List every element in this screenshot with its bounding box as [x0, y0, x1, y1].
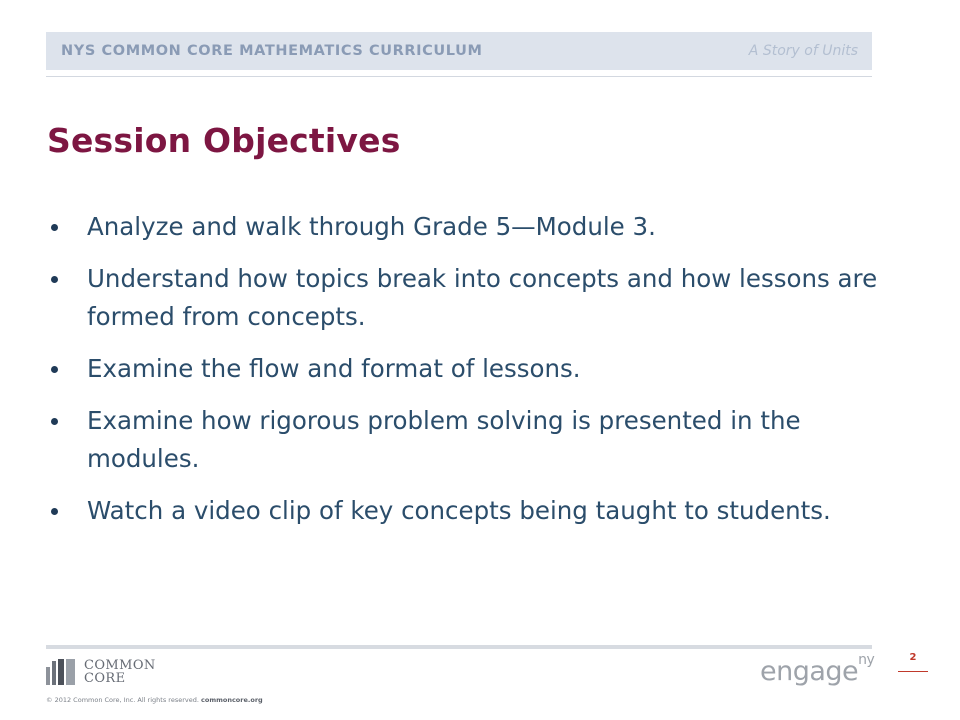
common-core-wordmark: [84, 659, 156, 685]
objective-text: Examine how rigorous problem solving is presented in the modules.: [87, 406, 801, 473]
objective-item: [47, 260, 917, 336]
bullet-icon: [51, 224, 58, 231]
common-core-logo: [46, 659, 156, 685]
bullet-icon: [51, 366, 58, 373]
logo-line-1: COMMON: [84, 658, 156, 673]
engage-ny-superscript: ny: [858, 652, 875, 668]
header-bar: [46, 32, 872, 70]
curriculum-title: NYS COMMON CORE MATHEMATICS CURRICULUM: [61, 43, 483, 59]
bullet-icon: [51, 418, 58, 425]
objective-text: Analyze and walk through Grade 5—Module 3.: [87, 212, 656, 241]
engage-wordmark: engage: [760, 656, 859, 687]
copyright-text: © 2012 Common Core, Inc. All rights reserved.: [46, 696, 199, 704]
copyright-notice: [46, 696, 263, 704]
engageny-logo: [760, 652, 875, 687]
objectives-list: [47, 208, 917, 544]
bullet-icon: [51, 508, 58, 515]
series-title: A Story of Units: [748, 43, 858, 59]
header-divider: [46, 76, 872, 77]
logo-line-2: CORE: [84, 671, 126, 686]
objective-text: Understand how topics break into concepts and how lessons are formed from concepts.: [87, 264, 878, 331]
objective-item: [47, 350, 917, 388]
bullet-icon: [51, 276, 58, 283]
copyright-link[interactable]: commoncore.org: [201, 696, 263, 704]
common-core-mark-icon: [46, 659, 77, 685]
objective-item: [47, 208, 917, 246]
objective-item: [47, 492, 917, 530]
footer-divider: [46, 645, 872, 649]
objective-text: Watch a video clip of key concepts being taught to students.: [87, 496, 831, 525]
page-number: 2: [909, 652, 917, 663]
objective-text: Examine the flow and format of lessons.: [87, 354, 581, 383]
objective-item: [47, 402, 917, 478]
page-number-underline: [898, 671, 928, 672]
slide-title: Session Objectives: [47, 121, 401, 160]
